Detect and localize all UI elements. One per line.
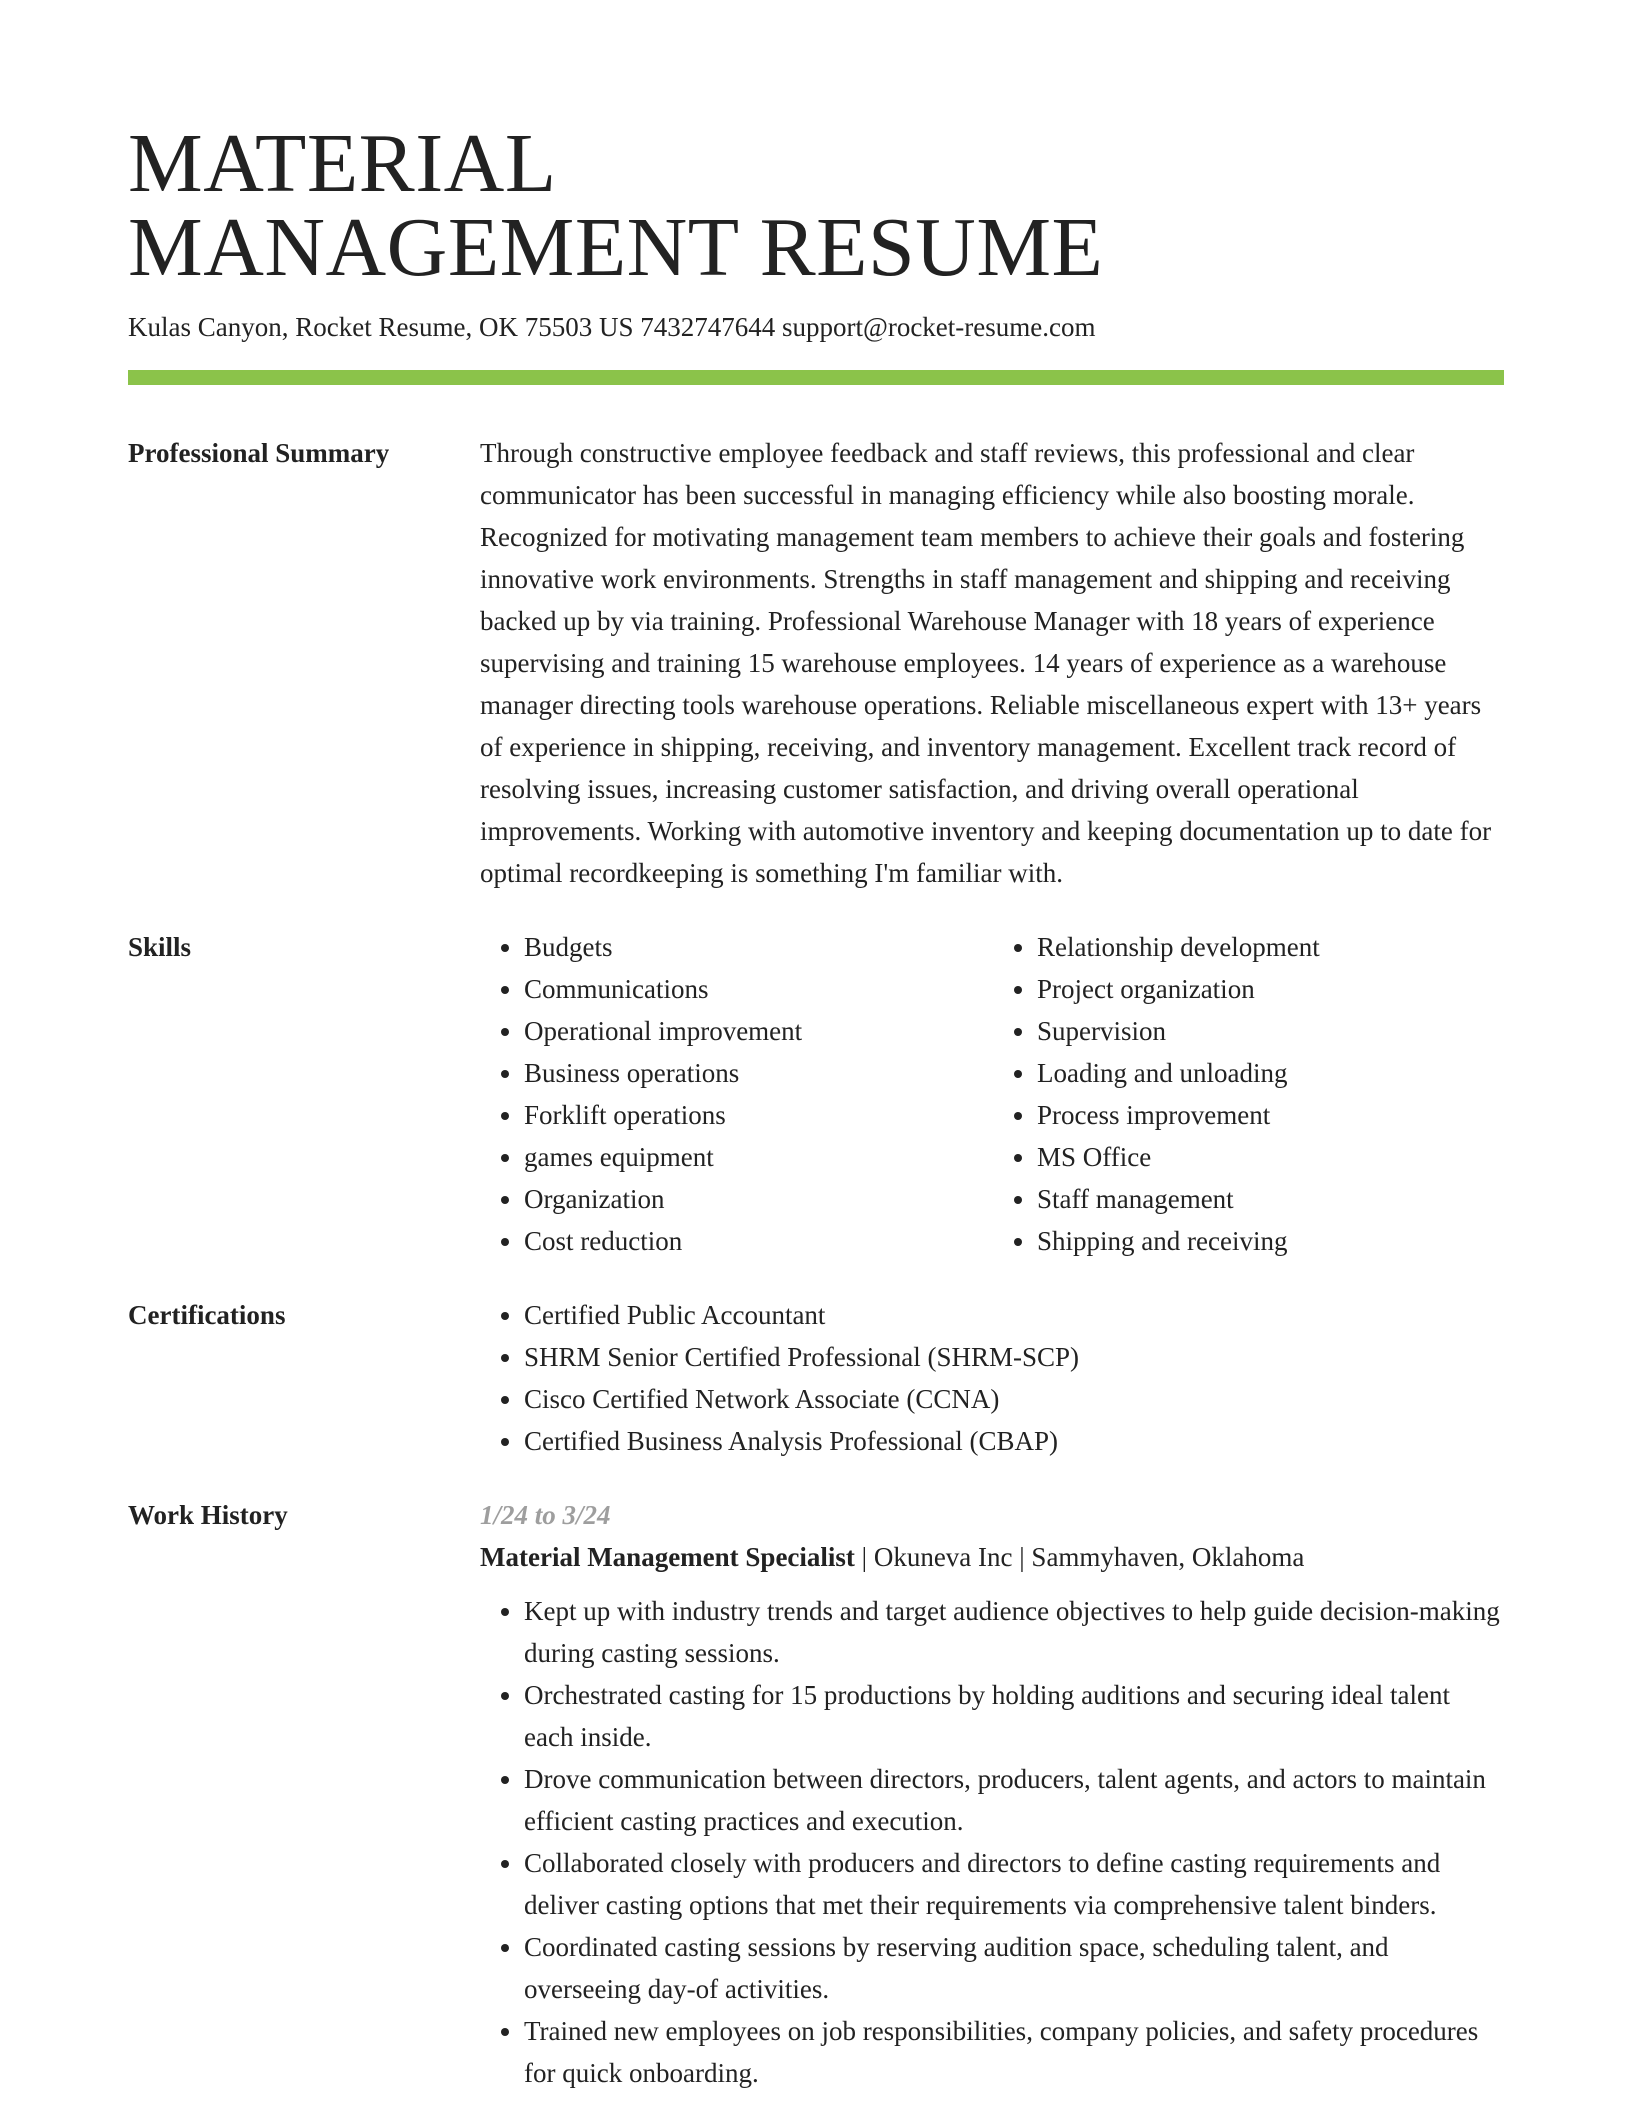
list-item: • Organization bbox=[524, 1178, 993, 1220]
contact-info: Kulas Canyon, Rocket Resume, OK 75503 US 7432747644 support@rocket-resume.com bbox=[128, 312, 1096, 342]
certifications-label: Certifications bbox=[128, 1300, 286, 1330]
certifications-list bbox=[480, 1294, 1506, 1462]
list-item: • Communications bbox=[524, 968, 993, 1010]
list-item: • Process improvement bbox=[1037, 1094, 1506, 1136]
list-item: • Budgets bbox=[524, 926, 993, 968]
skills-column-2 bbox=[993, 926, 1506, 1262]
job-bullets bbox=[480, 1590, 1506, 2094]
title-line-1: MATERIAL bbox=[128, 117, 557, 210]
list-item: • Collaborated closely with producers and directors to define casting requirements and deliver casting options that met their requirements via comprehensive talent binders. bbox=[524, 1842, 1506, 1926]
job-dates: 1/24 to 3/24 bbox=[480, 1500, 611, 1530]
list-item: • games equipment bbox=[524, 1136, 993, 1178]
list-item: • Kept up with industry trends and target audience objectives to help guide decision-making during casting sessions. bbox=[524, 1590, 1506, 1674]
list-item: • Project organization bbox=[1037, 968, 1506, 1010]
page-title bbox=[128, 117, 1504, 294]
list-item: • Cost reduction bbox=[524, 1220, 993, 1262]
list-item: • Shipping and receiving bbox=[1037, 1220, 1506, 1262]
skills-column-1 bbox=[480, 926, 993, 1262]
header-divider bbox=[128, 370, 1504, 385]
list-item: • Certified Public Accountant bbox=[524, 1294, 1506, 1336]
skills-label: Skills bbox=[128, 932, 192, 962]
skills-body bbox=[480, 926, 1506, 1262]
title-line-2: MANAGEMENT RESUME bbox=[128, 201, 1104, 294]
job-title: Material Management Specialist bbox=[480, 1542, 855, 1572]
work-history-body bbox=[480, 1494, 1506, 2094]
list-item: • Relationship development bbox=[1037, 926, 1506, 968]
job-company-location: | Okuneva Inc | Sammyhaven, Oklahoma bbox=[854, 1542, 1305, 1572]
list-item: • Trained new employees on job responsibilities, company policies, and safety procedures for quick onboarding. bbox=[524, 2010, 1506, 2094]
work-history-label: Work History bbox=[128, 1500, 288, 1530]
list-item: • Staff management bbox=[1037, 1178, 1506, 1220]
list-item: • Orchestrated casting for 15 productions by holding auditions and securing ideal talent each inside. bbox=[524, 1674, 1506, 1758]
resume-header bbox=[128, 117, 1504, 344]
list-item: • Forklift operations bbox=[524, 1094, 993, 1136]
list-item: • Coordinated casting sessions by reserving audition space, scheduling talent, and overseeing day-of activities. bbox=[524, 1926, 1506, 2010]
list-item: • Operational improvement bbox=[524, 1010, 993, 1052]
list-item: • SHRM Senior Certified Professional (SHRM-SCP) bbox=[524, 1336, 1506, 1378]
list-item: • Supervision bbox=[1037, 1010, 1506, 1052]
certifications-body bbox=[480, 1294, 1506, 1462]
list-item: • MS Office bbox=[1037, 1136, 1506, 1178]
list-item: • Cisco Certified Network Associate (CCNA) bbox=[524, 1378, 1506, 1420]
summary-label: Professional Summary bbox=[128, 438, 390, 468]
job-heading bbox=[480, 1536, 1506, 1578]
list-item: • Drove communication between directors, producers, talent agents, and actors to maintain efficient casting practices and execution. bbox=[524, 1758, 1506, 1842]
list-item: • Certified Business Analysis Professional (CBAP) bbox=[524, 1420, 1506, 1462]
list-item: • Business operations bbox=[524, 1052, 993, 1094]
list-item: • Loading and unloading bbox=[1037, 1052, 1506, 1094]
summary-body bbox=[480, 432, 1506, 894]
summary-text: Through constructive employee feedback and staff reviews, this professional and clear communicator has been successful in managing efficiency while also boosting morale. Recognized for motivating management team members to achieve their goals and fostering innovative work environments. Strengths in staff management and shipping and receiving backed up by via training. Professional Warehouse Manager with 18 years of experience supervising and training 15 warehouse employees. 14 years of experience as a warehouse manager directing tools warehouse operations. Reliable miscellaneous expert with 13+ years of experience in shipping, receiving, and inventory management. Excellent track record of resolving issues, increasing customer satisfaction, and driving overall operational improvements. Working with automotive inventory and keeping documentation up to date for optimal recordkeeping is something I'm familiar with. bbox=[480, 438, 1492, 888]
